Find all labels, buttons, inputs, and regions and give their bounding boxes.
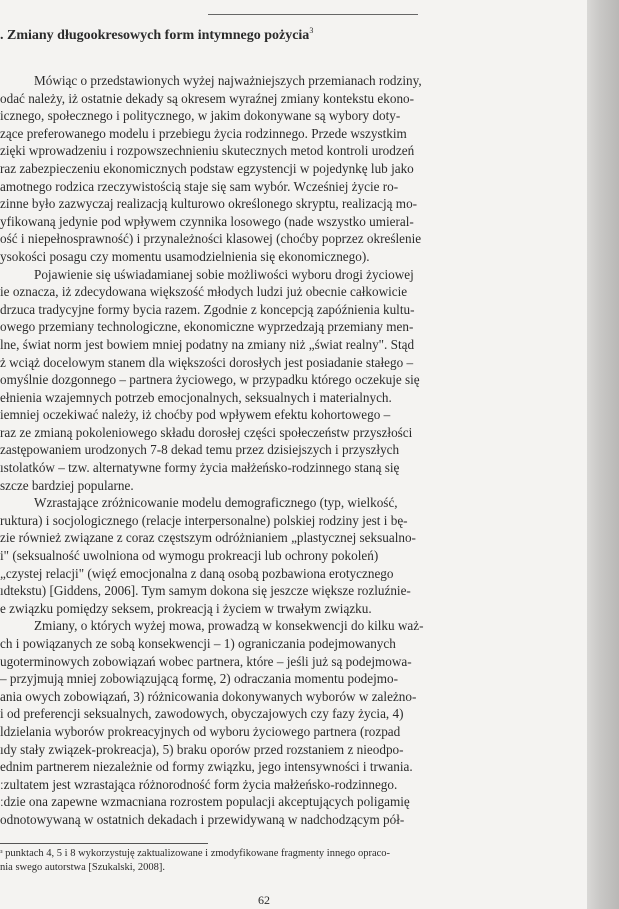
text-line: Pojawienie się uświadamianej sobie możliwości wyboru drogi życiowej	[34, 266, 414, 282]
heading-footnote-ref: 3	[309, 26, 314, 35]
paragraph	[0, 617, 528, 828]
text-line: ysokości posagu czy momentu usamodzielnienia się ekonomicznego).	[0, 248, 370, 264]
text-line: szcze bardziej popularne.	[0, 477, 134, 493]
text-line: ie oznacza, iż zdecydowana większość młodych ludzi już obecnie całkowicie	[0, 284, 408, 300]
text-line: drzuca tradycyjne formy bycia razem. Zgodnie z koncepcją zapóźnienia kultu-	[0, 301, 415, 317]
text-line: owego przemiany technologiczne, ekonomiczne wyprzedzają przemiany men-	[0, 319, 414, 335]
body-text	[0, 72, 528, 829]
text-line: i od preferencji seksualnych, zawodowych, obyczajowych czy fazy życia, 4)	[0, 706, 404, 722]
text-line: ełnienia wzajemnych potrzeb emocjonalnych, seksualnych i materialnych.	[0, 389, 392, 405]
text-line: ːdzie ona zapewne wzmacniana rozrostem populacji akceptujących poligamię	[0, 794, 410, 810]
footnote-line: nia swego autorstwa [Szukalski, 2008].	[0, 862, 166, 873]
text-line: ruktura) i socjologicznego (relacje interpersonalne) polskiej rodziny jest i bę-	[0, 512, 408, 528]
text-line: „czystej relacji" (więź emocjonalna z daną osobą pozbawiona erotycznego	[0, 565, 394, 581]
footnote	[0, 847, 528, 875]
footnote-line: ᵌ punktach 4, 5 i 8 wykorzystuję zaktualizowane i zmodyfikowane fragmenty innego opraco-	[0, 848, 391, 859]
text-line: amotnego rodzica rzeczywistością staje się sam wybór. Wcześniej życie ro-	[0, 178, 399, 194]
text-line: ednim partnerem niezależnie od formy związku, jego intensywności i trwania.	[0, 759, 413, 775]
text-line: ość i niepełnosprawność) i przynależności klasowej (choćby poprzez określenie	[0, 231, 422, 247]
text-line: ż wciąż docelowym stanem dla większości dorosłych jest posiadanie stałego –	[0, 354, 414, 370]
text-line: zące preferowanego modelu i przebiegu życia rodzinnego. Przede wszystkim	[0, 125, 407, 141]
text-line: ania owych zobowiązań, 3) różnicowania dokonywanych wyborów w zależno-	[0, 688, 417, 704]
page-number: 62	[258, 893, 270, 907]
section-heading-text: . Zmiany długookresowych form intymnego pożycia	[0, 28, 310, 43]
text-line: Zmiany, o których wyżej mowa, prowadzą w konsekwencji do kilku waż-	[34, 618, 424, 634]
text-line: yfikowaną jedynie pod wpływem czynnika losowego (nade wszystko umieral-	[0, 213, 414, 229]
paragraph	[0, 72, 528, 266]
text-line: zie również związane z coraz częstszym odróżnianiem „plastycznej seksualno-	[0, 530, 416, 546]
text-line: icznego, społecznego i politycznego, w jakim dokonywane są wybory doty-	[0, 108, 401, 124]
text-line: zastępowaniem urodzonych 7-8 dekad temu przez dzisiejszych i przyszłych	[0, 442, 400, 458]
text-line: ldzielania wyborów prokreacyjnych od wyboru życiowego partnera (rozpad	[0, 723, 401, 739]
paragraph	[0, 494, 528, 617]
text-line: ıdtekstu) [Giddens, 2006]. Tym samym dokona się jeszcze większe rozluźnie-	[0, 583, 411, 599]
text-line: ıdy stały związek-prokreacja), 5) braku oporów przed rozstaniem z nieodpo-	[0, 741, 404, 757]
text-line: raz zabezpieczeniu ekonomicznych podstaw egzystencji w pojedynkę lub jako	[0, 160, 414, 176]
text-line: ːzultatem jest wzrastająca różnorodność form życia małżeńsko-rodzinnego.	[0, 776, 398, 792]
text-line: – przyjmują mniej zobowiązującą formę, 2) odraczania momentu podejmo-	[0, 671, 399, 687]
text-line: ugoterminowych zobowiązań wobec partnera, które – jeśli już są podejmowa-	[0, 653, 412, 669]
text-line: i" (seksualność uwolniona od wymogu prokreacji lub ochrony pokoleń)	[0, 548, 379, 564]
text-line: raz ze zmianą pokoleniowego składu dorosłej części społeczeństw przyszłości	[0, 424, 413, 440]
text-line: Wzrastające zróżnicowanie modelu demograficznego (typ, wielkość,	[34, 495, 398, 511]
section-heading	[0, 28, 313, 44]
text-line: iemniej oczekiwać należy, iż choćby pod wpływem efektu kohortowego –	[0, 407, 391, 423]
book-spine-shadow	[587, 0, 619, 909]
text-line: Mówiąc o przedstawionych wyżej najważniejszych przemianach rodziny,	[34, 73, 422, 88]
text-line: e związku pomiędzy seksem, prokreacją i życiem w trwałym związku.	[0, 600, 372, 616]
text-line: lne, świat norm jest bowiem mniej podatny na zmiany niż „świat realny". Stąd	[0, 336, 415, 352]
text-line: ch i powiązanych ze sobą konsekwencji – 1) ograniczania podejmowanych	[0, 636, 396, 651]
top-rule	[208, 14, 418, 15]
paragraph	[0, 266, 528, 495]
footnote-rule	[0, 843, 208, 844]
text-line: zięki wprowadzeniu i rozpowszechnieniu skutecznych metod kontroli urodzeń	[0, 143, 415, 159]
text-line: ıstolatków – tzw. alternatywne formy życia małżeńsko-rodzinnego staną się	[0, 460, 400, 476]
text-line: odnotowywaną w ostatnich dekadach i przewidywaną w nadchodzącym pół-	[0, 811, 405, 827]
text-line: omyślnie dozgonnego – partnera życiowego, w przypadku którego oczekuje się	[0, 372, 420, 388]
text-line: odać należy, iż ostatnie dekady są okresem wyraźnej zmiany kontekstu ekono-	[0, 90, 415, 106]
text-line: zinne było zazwyczaj realizacją kulturowo określonego skryptu, realizacją mo-	[0, 196, 418, 212]
